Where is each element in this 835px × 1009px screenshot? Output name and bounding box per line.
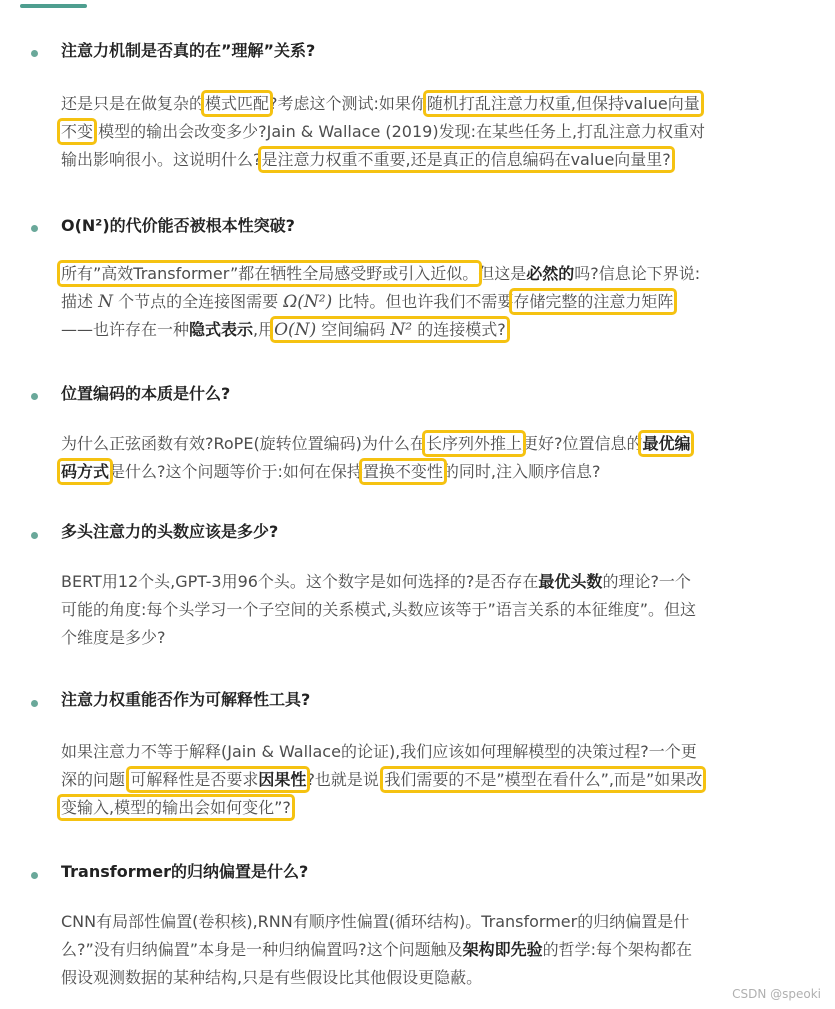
paragraph-line: CNN有局部性偏置(卷积核),RNN有顺序性偏置(循环结构)。Transformer的归纳偏置是什 <box>61 912 690 931</box>
highlight-box: 码方式 <box>61 462 110 481</box>
highlight-box: 不变 <box>61 122 94 141</box>
paragraph-line: 还是只是在做复杂的模式匹配?考虑这个测试:如果你随机打乱注意力权重,但保持value向量 <box>61 94 700 113</box>
highlight-box: 模式匹配 <box>205 94 270 113</box>
highlight-box: 所有”高效Transformer”都在牺牲全局感受野或引入近似。 <box>61 264 479 283</box>
paragraph-line: 码方式是什么?这个问题等价于:如何在保持置换不变性的同时,注入顺序信息? <box>61 462 601 481</box>
section-question: 多头注意力的头数应该是多少? <box>61 522 279 541</box>
paragraph-line: 假设观测数据的某种结构,只是有些假设比其他假设更隐蔽。 <box>61 968 483 987</box>
section-paragraph <box>61 568 791 652</box>
highlight-box: 长序列外推上 <box>425 434 522 453</box>
highlight-box: 变输入,模型的输出会如何变化”? <box>61 798 291 817</box>
section-paragraph <box>61 430 791 486</box>
highlight-box: 可解释性是否要求因果性 <box>130 770 307 789</box>
paragraph-line: 输出影响很小。这说明什么?是注意力权重不重要,还是真正的信息编码在value向量里? <box>61 150 671 169</box>
section-paragraph <box>61 908 791 992</box>
bullet-icon <box>31 50 38 57</box>
paragraph-line: 不变,模型的输出会改变多少?Jain & Wallace (2019)发现:在某些任务上,打乱注意力权重对 <box>61 122 706 141</box>
watermark: CSDN @speoki <box>732 987 821 1001</box>
paragraph-line: BERT用12个头,GPT-3用96个头。这个数字是如何选择的?是否存在最优头数的理论?一个 <box>61 572 691 591</box>
bullet-icon <box>31 393 38 400</box>
highlight-box: 随机打乱注意力权重,但保持value向量 <box>426 94 700 113</box>
section-question: 注意力权重能否作为可解释性工具? <box>61 690 311 709</box>
highlight-box: 置换不变性 <box>362 462 443 481</box>
highlight-box: 存储完整的注意力矩阵 <box>513 292 674 311</box>
bullet-icon <box>31 532 38 539</box>
section-question: 注意力机制是否真的在”理解”关系? <box>61 41 316 60</box>
highlight-box: 最优编 <box>642 434 691 453</box>
section-question: Transformer的归纳偏置是什么? <box>61 862 309 881</box>
paragraph-line: 么?”没有归纳偏置”本身是一种归纳偏置吗?这个问题触及架构即先验的哲学:每个架构都在 <box>61 940 692 959</box>
highlight-box: O(N) 空间编码 N² 的连接模式? <box>274 320 506 340</box>
bullet-icon <box>31 700 38 707</box>
paragraph-line: 为什么正弦函数有效?RoPE(旋转位置编码)为什么在长序列外推上更好?位置信息的最优编 <box>61 434 691 453</box>
section-paragraph <box>61 260 791 344</box>
section-paragraph <box>61 738 791 822</box>
paragraph-line: 可能的角度:每个头学习一个子空间的关系模式,头数应该等于”语言关系的本征维度”。但这 <box>61 600 697 619</box>
section-question: 位置编码的本质是什么? <box>61 384 231 403</box>
bullet-icon <box>31 872 38 879</box>
math-n: N <box>98 292 113 312</box>
paragraph-line: 深的问题:可解释性是否要求因果性?也就是说:我们需要的不是”模型在看什么”,而是”如果改 <box>61 770 703 789</box>
paragraph-line: 个维度是多少? <box>61 628 166 647</box>
section-paragraph <box>61 90 791 174</box>
paragraph-line: 所有”高效Transformer”都在牺牲全局感受野或引入近似。但这是必然的吗?信息论下界说: <box>61 264 701 283</box>
math-omega: Ω(N²) <box>283 292 333 312</box>
bullet-icon <box>31 225 38 232</box>
highlight-box: 我们需要的不是”模型在看什么”,而是”如果改 <box>384 770 703 789</box>
paragraph-line: 描述 N 个节点的全连接图需要 Ω(N²) 比特。但也许我们不需要存储完整的注意力矩阵 <box>61 292 674 312</box>
top-accent-bar <box>20 4 87 8</box>
paragraph-line: ——也许存在一种隐式表示,用O(N) 空间编码 N² 的连接模式? <box>61 320 506 340</box>
paragraph-line: 如果注意力不等于解释(Jain & Wallace的论证),我们应该如何理解模型的决策过程?一个更 <box>61 742 697 761</box>
paragraph-line <box>61 794 791 822</box>
section-question: O(N²)的代价能否被根本性突破? <box>61 216 295 235</box>
highlight-box: 是注意力权重不重要,还是真正的信息编码在value向量里? <box>261 150 671 169</box>
